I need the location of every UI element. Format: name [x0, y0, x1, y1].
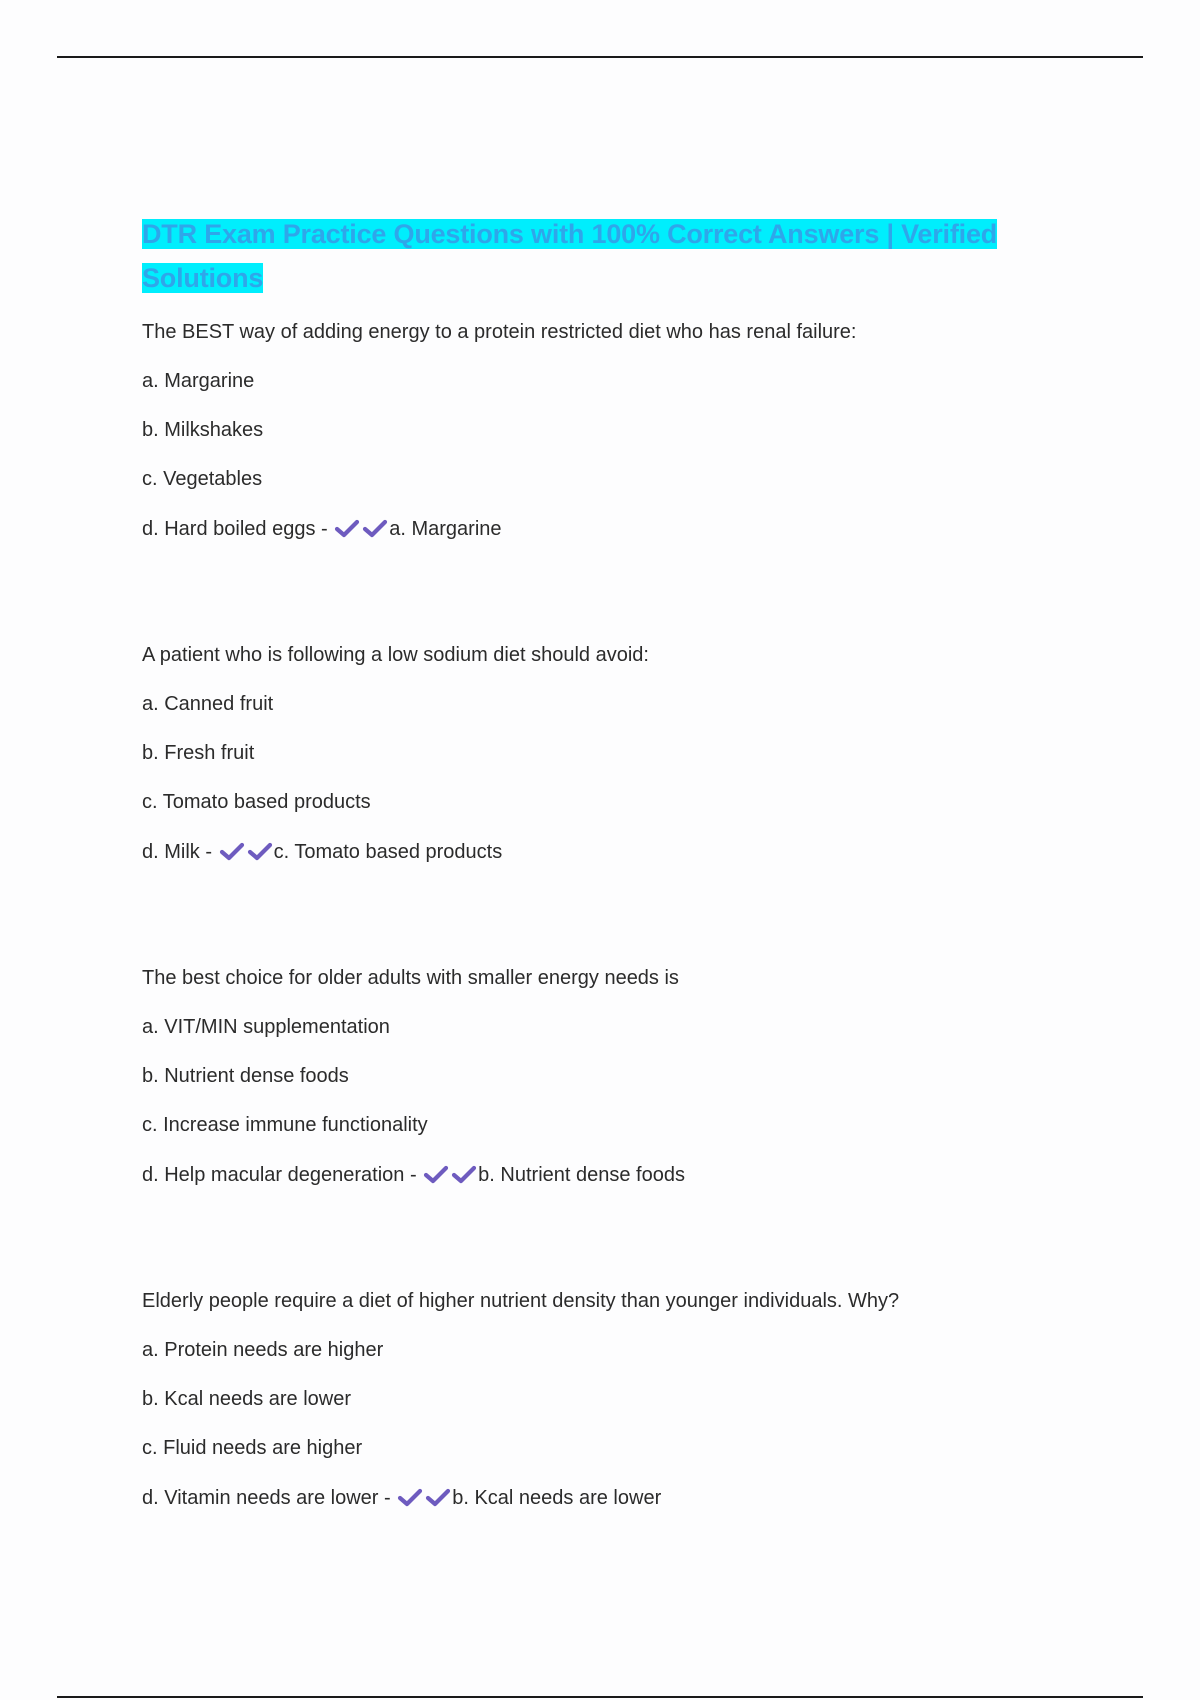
- answer-option: a. Protein needs are higher: [142, 1339, 384, 1361]
- page-title-text: DTR Exam Practice Questions with 100% Correct Answers | Verified Solutions: [142, 219, 998, 293]
- question-block: [142, 643, 1042, 866]
- correct-answer: b. Kcal needs are lower: [452, 1487, 662, 1509]
- answer-option-with-key: [142, 839, 1042, 866]
- checkmark-icon: [247, 842, 273, 862]
- answer-option-last: d. Help macular degeneration -: [142, 1164, 417, 1186]
- page-title: [142, 212, 1042, 300]
- answer-option: a. Margarine: [142, 370, 255, 392]
- answer-option-last: d. Milk -: [142, 841, 212, 863]
- answer-option: b. Nutrient dense foods: [142, 1065, 349, 1087]
- correct-answer: b. Nutrient dense foods: [478, 1164, 685, 1186]
- correct-answer: c. Tomato based products: [273, 841, 503, 863]
- answer-option: c. Increase immune functionality: [142, 1114, 428, 1136]
- question-text: Elderly people require a diet of higher nutrient density than younger individuals. Why?: [142, 1290, 900, 1312]
- checkmark-icon: [423, 1165, 449, 1185]
- checkmark-icon: [362, 519, 388, 539]
- answer-option: c. Tomato based products: [142, 791, 371, 813]
- answer-option: b. Milkshakes: [142, 419, 264, 441]
- top-rule: [57, 56, 1143, 58]
- answer-option: b. Kcal needs are lower: [142, 1388, 352, 1410]
- question-text: The best choice for older adults with smaller energy needs is: [142, 967, 679, 989]
- answer-option: b. Fresh fruit: [142, 742, 255, 764]
- question-block: [142, 320, 1042, 543]
- correct-answer: a. Margarine: [389, 518, 502, 540]
- checkmark-icon: [425, 1488, 451, 1508]
- answer-option-last: d. Hard boiled eggs -: [142, 518, 328, 540]
- answer-option-with-key: [142, 1162, 1042, 1189]
- question-block: [142, 1289, 1042, 1512]
- answer-option: a. Canned fruit: [142, 693, 274, 715]
- answer-option: a. VIT/MIN supplementation: [142, 1016, 390, 1038]
- answer-option-with-key: [142, 516, 1042, 543]
- answer-option: c. Vegetables: [142, 468, 263, 490]
- answer-option-last: d. Vitamin needs are lower -: [142, 1487, 391, 1509]
- answer-option: c. Fluid needs are higher: [142, 1437, 363, 1459]
- answer-option-with-key: [142, 1485, 1042, 1512]
- checkmark-icon: [219, 842, 245, 862]
- question-text: A patient who is following a low sodium diet should avoid:: [142, 644, 649, 666]
- checkmark-icon: [451, 1165, 477, 1185]
- document-body: [142, 212, 1042, 1612]
- bottom-rule: [57, 1696, 1143, 1698]
- checkmark-icon: [397, 1488, 423, 1508]
- question-text: The BEST way of adding energy to a protein restricted diet who has renal failure:: [142, 321, 857, 343]
- checkmark-icon: [334, 519, 360, 539]
- question-block: [142, 966, 1042, 1189]
- question-list: [142, 320, 1042, 1512]
